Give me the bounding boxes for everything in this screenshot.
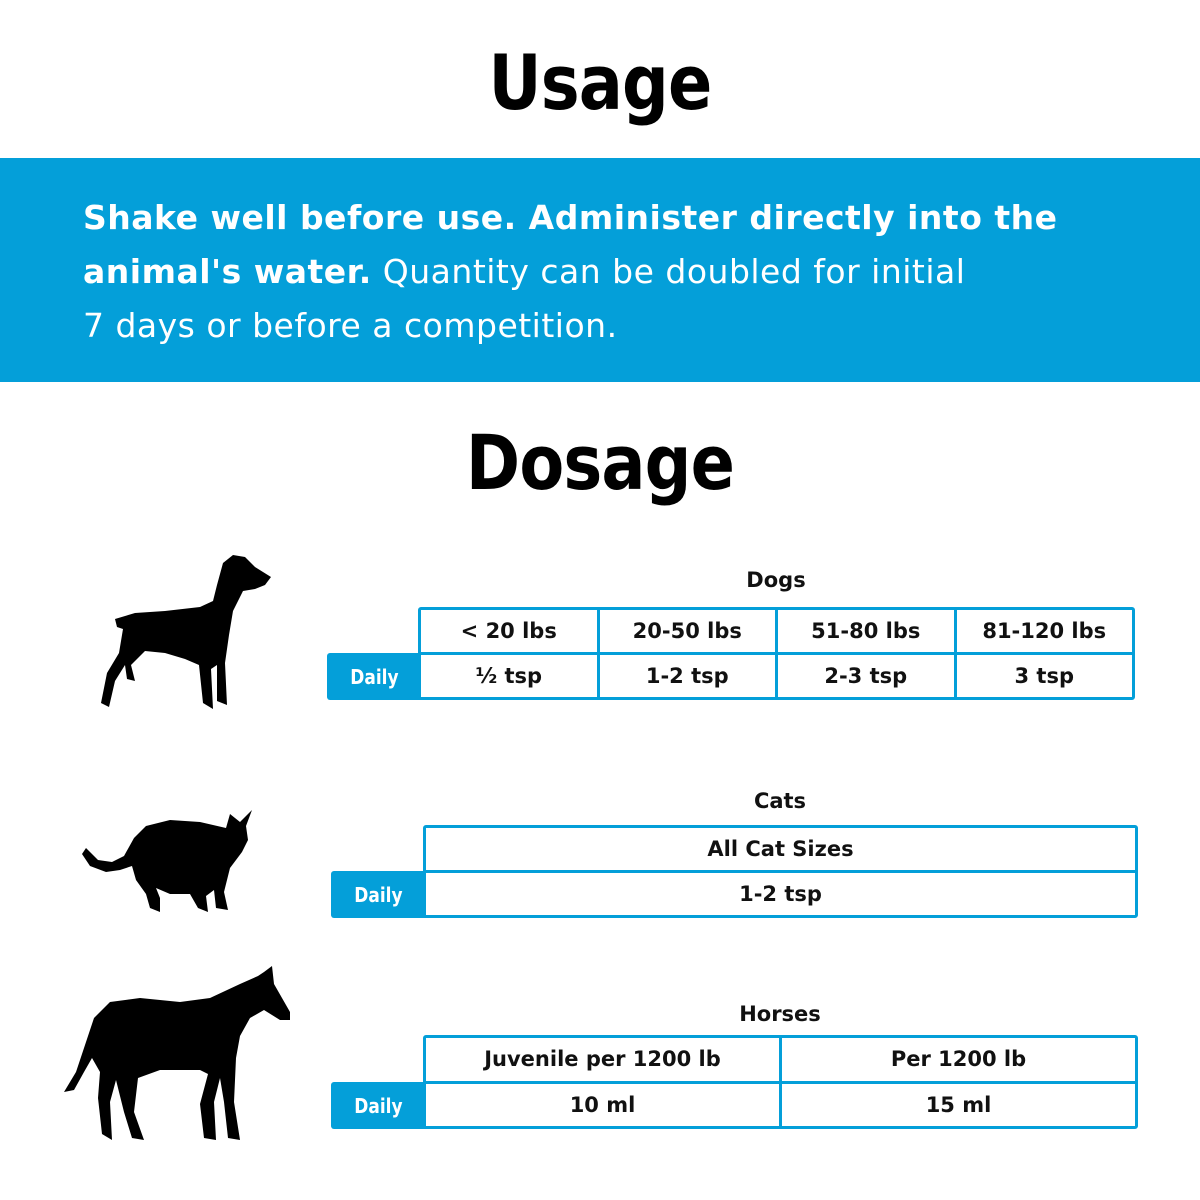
usage-line-1-text: Shake well before use. Administer directly into the [83,198,1058,237]
horses-header: Juvenile per 1200 lb [426,1038,779,1081]
cats-value: 1-2 tsp [426,873,1135,915]
dog-icon [95,553,275,713]
horses-label: Horses [739,1002,821,1026]
dogs-header: < 20 lbs [421,610,597,652]
dogs-header: 81-120 lbs [957,610,1133,652]
usage-line-2-rest: Quantity can be doubled for initial [371,252,966,291]
dogs-header: 20-50 lbs [600,610,776,652]
dogs-value: 1-2 tsp [600,655,776,697]
horse-icon [60,962,295,1144]
cats-header: All Cat Sizes [426,828,1135,870]
cats-daily-label [331,871,426,918]
dogs-label: Dogs [746,568,806,592]
horses-value: 15 ml [782,1084,1135,1127]
horses-daily-text: Daily [354,1093,403,1118]
dogs-table [418,607,1135,700]
dogs-header: 51-80 lbs [778,610,954,652]
dogs-value: 2-3 tsp [778,655,954,697]
usage-banner [0,158,1200,382]
horses-daily-label [331,1082,426,1129]
cats-label: Cats [753,789,807,813]
cats-table [423,825,1138,918]
dosage-title: Dosage [465,418,735,507]
usage-line-1 [83,198,1058,237]
cat-icon [80,808,255,916]
usage-line-2-bold: animal's water. [83,252,372,291]
dogs-value: 3 tsp [957,655,1133,697]
dogs-daily-label [327,653,421,700]
usage-title: Usage [488,38,712,127]
usage-line-2 [83,252,965,291]
dogs-value: ½ tsp [421,655,597,697]
horses-table [423,1035,1138,1129]
usage-line-3: 7 days or before a competition. [83,306,618,345]
dogs-daily-text: Daily [349,664,399,689]
cats-daily-text: Daily [354,882,403,907]
horses-value: 10 ml [426,1084,779,1127]
horses-header: Per 1200 lb [782,1038,1135,1081]
